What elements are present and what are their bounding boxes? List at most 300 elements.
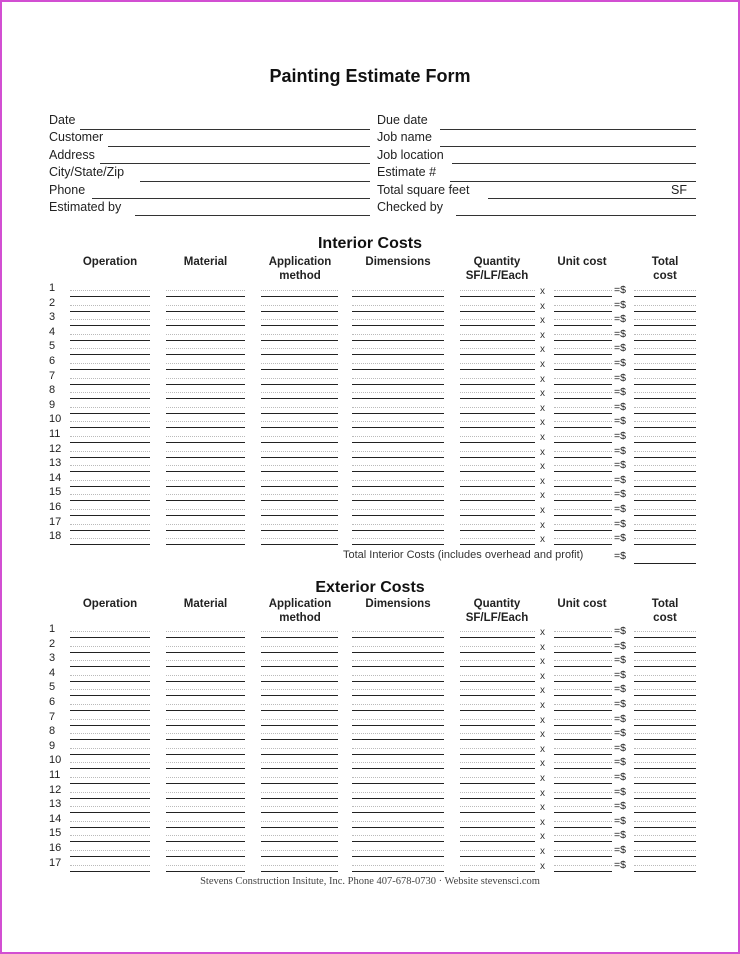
interior-row-quantity-field[interactable] <box>460 340 535 341</box>
interior-row-dimensions-field[interactable] <box>352 340 444 341</box>
interior-row-dimensions-field[interactable] <box>352 500 444 501</box>
interior-row-operation-field[interactable] <box>70 398 150 399</box>
interior-row-operation-field[interactable] <box>70 384 150 385</box>
exterior-row-total-field[interactable] <box>634 798 696 799</box>
address-field[interactable] <box>100 163 370 164</box>
exterior-row-guide <box>70 704 150 705</box>
interior-row-guide <box>166 290 245 291</box>
exterior-row-times: x <box>540 773 545 784</box>
job-location-field[interactable] <box>452 163 696 164</box>
exterior-row-total-field[interactable] <box>634 827 696 828</box>
interior-row-total-field[interactable] <box>634 369 696 370</box>
interior-row-total-field[interactable] <box>634 544 696 545</box>
interior-row-dimensions-field[interactable] <box>352 515 444 516</box>
exterior-row-quantity-field[interactable] <box>460 754 535 755</box>
exterior-row-guide <box>634 748 696 749</box>
interior-row-total-field[interactable] <box>634 486 696 487</box>
exterior-row-unitcost-field[interactable] <box>554 871 612 872</box>
interior-row-operation-field[interactable] <box>70 457 150 458</box>
interior-row-unitcost-field[interactable] <box>554 515 612 516</box>
exterior-row-quantity-field[interactable] <box>460 695 535 696</box>
exterior-row-application-field[interactable] <box>261 871 338 872</box>
interior-row-unitcost-field[interactable] <box>554 325 612 326</box>
exterior-row-dimensions-field[interactable] <box>352 856 444 857</box>
exterior-row-dimensions-field[interactable] <box>352 637 444 638</box>
interior-row-unitcost-field[interactable] <box>554 544 612 545</box>
interior-row-application-field[interactable] <box>261 471 338 472</box>
exterior-row-material-field[interactable] <box>166 783 245 784</box>
exterior-row-quantity-field[interactable] <box>460 798 535 799</box>
exterior-row-operation-field[interactable] <box>70 768 150 769</box>
exterior-row-total-field[interactable] <box>634 871 696 872</box>
interior-row-unitcost-field[interactable] <box>554 500 612 501</box>
exterior-row-quantity-field[interactable] <box>460 666 535 667</box>
interior-row-dimensions-field[interactable] <box>352 442 444 443</box>
exterior-row-unitcost-field[interactable] <box>554 681 612 682</box>
interior-row-guide <box>166 421 245 422</box>
interior-row-quantity-field[interactable] <box>460 442 535 443</box>
interior-row-operation-field[interactable] <box>70 515 150 516</box>
interior-row-total-field[interactable] <box>634 427 696 428</box>
interior-row-operation-field[interactable] <box>70 311 150 312</box>
interior-row-application-field[interactable] <box>261 427 338 428</box>
exterior-row-total-field[interactable] <box>634 725 696 726</box>
exterior-row-operation-field[interactable] <box>70 725 150 726</box>
exterior-row-material-field[interactable] <box>166 681 245 682</box>
exterior-row-material-field[interactable] <box>166 827 245 828</box>
interior-row-application-field[interactable] <box>261 296 338 297</box>
interior-row-unitcost-field[interactable] <box>554 471 612 472</box>
phone-field[interactable] <box>92 198 370 199</box>
exterior-row-number: 4 <box>49 666 56 679</box>
exterior-row-application-field[interactable] <box>261 710 338 711</box>
exterior-row-dimensions-field[interactable] <box>352 827 444 828</box>
interior-row-application-field[interactable] <box>261 340 338 341</box>
interior-row-operation-field[interactable] <box>70 296 150 297</box>
interior-row-dimensions-field[interactable] <box>352 457 444 458</box>
exterior-row-operation-field[interactable] <box>70 666 150 667</box>
interior-row-unitcost-field[interactable] <box>554 442 612 443</box>
exterior-row-unitcost-field[interactable] <box>554 725 612 726</box>
interior-row-quantity-field[interactable] <box>460 296 535 297</box>
exterior-row-guide <box>261 646 338 647</box>
interior-row-guide <box>460 524 535 525</box>
exterior-row-quantity-field[interactable] <box>460 681 535 682</box>
exterior-row-application-field[interactable] <box>261 798 338 799</box>
exterior-row-dimensions-field[interactable] <box>352 768 444 769</box>
interior-row-dimensions-field[interactable] <box>352 544 444 545</box>
interior-row-quantity-field[interactable] <box>460 384 535 385</box>
estimated-by-label: Estimated by <box>49 200 122 214</box>
exterior-row-unitcost-field[interactable] <box>554 812 612 813</box>
exterior-row-operation-field[interactable] <box>70 681 150 682</box>
exterior-row-quantity-field[interactable] <box>460 783 535 784</box>
interior-row-material-field[interactable] <box>166 544 245 545</box>
interior-row-dimensions-field[interactable] <box>352 296 444 297</box>
exterior-row-quantity-field[interactable] <box>460 812 535 813</box>
exterior-row-dimensions-field[interactable] <box>352 841 444 842</box>
interior-row-material-field[interactable] <box>166 398 245 399</box>
exterior-row-total-field[interactable] <box>634 739 696 740</box>
interior-row-material-field[interactable] <box>166 340 245 341</box>
exterior-row-operation-field[interactable] <box>70 841 150 842</box>
exterior-row-total-field[interactable] <box>634 710 696 711</box>
interior-row-total-field[interactable] <box>634 398 696 399</box>
exterior-row-guide <box>460 704 535 705</box>
job-name-field[interactable] <box>440 146 696 147</box>
exterior-row-application-field[interactable] <box>261 827 338 828</box>
exterior-row-quantity-field[interactable] <box>460 827 535 828</box>
interior-row-total-field[interactable] <box>634 515 696 516</box>
interior-row-unitcost-field[interactable] <box>554 296 612 297</box>
interior-row-dimensions-field[interactable] <box>352 369 444 370</box>
exterior-row-material-field[interactable] <box>166 856 245 857</box>
interior-row-operation-field[interactable] <box>70 544 150 545</box>
city-state-zip-field[interactable] <box>140 181 370 182</box>
interior-row-unitcost-field[interactable] <box>554 384 612 385</box>
exterior-row-total-field[interactable] <box>634 841 696 842</box>
exterior-row-unitcost-field[interactable] <box>554 739 612 740</box>
exterior-row-quantity-field[interactable] <box>460 725 535 726</box>
exterior-row-operation-field[interactable] <box>70 739 150 740</box>
date-field[interactable] <box>80 129 370 130</box>
interior-row-material-field[interactable] <box>166 296 245 297</box>
exterior-row-times: x <box>540 729 545 741</box>
interior-row-dimensions-field[interactable] <box>352 354 444 355</box>
exterior-row-dimensions-field[interactable] <box>352 666 444 667</box>
interior-row-total-field[interactable] <box>634 384 696 385</box>
interior-row-guide <box>460 407 535 408</box>
interior-row-dimensions-field[interactable] <box>352 427 444 428</box>
interior-row-material-field[interactable] <box>166 486 245 487</box>
exterior-row-unitcost-field[interactable] <box>554 841 612 842</box>
interior-row-guide <box>634 407 696 408</box>
interior-row-total-field[interactable] <box>634 530 696 531</box>
exterior-row-dimensions-field[interactable] <box>352 754 444 755</box>
exterior-row-application-field[interactable] <box>261 695 338 696</box>
exterior-row-quantity-field[interactable] <box>460 841 535 842</box>
interior-row-quantity-field[interactable] <box>460 486 535 487</box>
exterior-row-application-field[interactable] <box>261 652 338 653</box>
exterior-row-guide <box>554 748 612 749</box>
interior-row-operation-field[interactable] <box>70 413 150 414</box>
interior-row-material-field[interactable] <box>166 457 245 458</box>
exterior-row-guide <box>261 850 338 851</box>
interior-row-material-field[interactable] <box>166 515 245 516</box>
exterior-row-quantity-field[interactable] <box>460 637 535 638</box>
interior-row-quantity-field[interactable] <box>460 544 535 545</box>
interior-row-material-field[interactable] <box>166 384 245 385</box>
exterior-row-total-field[interactable] <box>634 666 696 667</box>
interior-row-operation-field[interactable] <box>70 369 150 370</box>
interior-row-guide <box>554 451 612 452</box>
exterior-row-application-field[interactable] <box>261 783 338 784</box>
exterior-row-material-field[interactable] <box>166 812 245 813</box>
interior-row-operation-field[interactable] <box>70 500 150 501</box>
exterior-row-unitcost-field[interactable] <box>554 856 612 857</box>
interior-row-total-field[interactable] <box>634 471 696 472</box>
exterior-row-total-field[interactable] <box>634 695 696 696</box>
interior-row-unitcost-field[interactable] <box>554 398 612 399</box>
interior-row-quantity-field[interactable] <box>460 515 535 516</box>
exterior-row-guide <box>460 675 535 676</box>
exterior-row-guide <box>460 748 535 749</box>
interior-row-dimensions-field[interactable] <box>352 311 444 312</box>
interior-row-operation-field[interactable] <box>70 325 150 326</box>
interior-row-guide <box>166 334 245 335</box>
interior-row-material-field[interactable] <box>166 325 245 326</box>
total-interior-equals-dollar: =$ <box>614 550 626 562</box>
exterior-row-total-field[interactable] <box>634 652 696 653</box>
interior-row-operation-field[interactable] <box>70 354 150 355</box>
job-location-label: Job location <box>377 148 444 162</box>
interior-row-material-field[interactable] <box>166 369 245 370</box>
interior-row-material-field[interactable] <box>166 442 245 443</box>
exterior-row-guide <box>166 821 245 822</box>
total-interior-field[interactable] <box>634 563 696 564</box>
exterior-row-material-field[interactable] <box>166 871 245 872</box>
interior-row-unitcost-field[interactable] <box>554 340 612 341</box>
interior-row-quantity-field[interactable] <box>460 500 535 501</box>
exterior-row-guide <box>70 777 150 778</box>
exterior-row-unitcost-field[interactable] <box>554 754 612 755</box>
interior-row-application-field[interactable] <box>261 544 338 545</box>
interior-row-operation-field[interactable] <box>70 340 150 341</box>
exterior-row-operation-field[interactable] <box>70 710 150 711</box>
exterior-row-material-field[interactable] <box>166 695 245 696</box>
interior-row-application-field[interactable] <box>261 486 338 487</box>
interior-row-unitcost-field[interactable] <box>554 354 612 355</box>
exterior-row-quantity-field[interactable] <box>460 652 535 653</box>
exterior-row-dimensions-field[interactable] <box>352 783 444 784</box>
exterior-row-operation-field[interactable] <box>70 856 150 857</box>
exterior-row-total-field[interactable] <box>634 637 696 638</box>
exterior-row-operation-field[interactable] <box>70 871 150 872</box>
interior-row-application-field[interactable] <box>261 354 338 355</box>
interior-row-total-field[interactable] <box>634 457 696 458</box>
interior-row-dimensions-field[interactable] <box>352 471 444 472</box>
exterior-row-application-field[interactable] <box>261 768 338 769</box>
exterior-row-operation-field[interactable] <box>70 637 150 638</box>
exterior-row-quantity-field[interactable] <box>460 710 535 711</box>
interior-row-total-field[interactable] <box>634 311 696 312</box>
interior-row-dimensions-field[interactable] <box>352 530 444 531</box>
exterior-row-dimensions-field[interactable] <box>352 681 444 682</box>
interior-row-total-field[interactable] <box>634 354 696 355</box>
interior-row-quantity-field[interactable] <box>460 457 535 458</box>
exterior-row-total-field[interactable] <box>634 783 696 784</box>
interior-row-application-field[interactable] <box>261 311 338 312</box>
exterior-row-quantity-field[interactable] <box>460 768 535 769</box>
interior-row-unitcost-field[interactable] <box>554 427 612 428</box>
exterior-row-guide <box>352 821 444 822</box>
exterior-row-material-field[interactable] <box>166 710 245 711</box>
exterior-row-dimensions-field[interactable] <box>352 739 444 740</box>
exterior-row-number: 6 <box>49 696 56 708</box>
interior-row-application-field[interactable] <box>261 500 338 501</box>
exterior-row-operation-field[interactable] <box>70 652 150 653</box>
interior-row-material-field[interactable] <box>166 530 245 531</box>
interior-row-unitcost-field[interactable] <box>554 486 612 487</box>
interior-row-operation-field[interactable] <box>70 427 150 428</box>
interior-row-application-field[interactable] <box>261 369 338 370</box>
interior-row-quantity-field[interactable] <box>460 427 535 428</box>
interior-row-dimensions-field[interactable] <box>352 413 444 414</box>
date-label: Date <box>49 113 76 127</box>
interior-row-quantity-field[interactable] <box>460 413 535 414</box>
exterior-row-dimensions-field[interactable] <box>352 812 444 813</box>
interior-row-unitcost-field[interactable] <box>554 413 612 414</box>
interior-row-guide <box>634 451 696 452</box>
exterior-row-operation-field[interactable] <box>70 812 150 813</box>
exterior-row-material-field[interactable] <box>166 637 245 638</box>
due-date-field[interactable] <box>440 129 696 130</box>
interior-row-material-field[interactable] <box>166 311 245 312</box>
exterior-row-dimensions-field[interactable] <box>352 798 444 799</box>
total-square-feet-field[interactable] <box>488 198 664 199</box>
exterior-row-unitcost-field[interactable] <box>554 652 612 653</box>
exterior-row-application-field[interactable] <box>261 637 338 638</box>
interior-row-dimensions-field[interactable] <box>352 398 444 399</box>
interior-row-quantity-field[interactable] <box>460 530 535 531</box>
interior-row-material-field[interactable] <box>166 413 245 414</box>
exterior-row-guide <box>261 806 338 807</box>
exterior-row-application-field[interactable] <box>261 754 338 755</box>
interior-row-application-field[interactable] <box>261 325 338 326</box>
interior-row-quantity-field[interactable] <box>460 325 535 326</box>
exterior-row-material-field[interactable] <box>166 798 245 799</box>
interior-row-total-field[interactable] <box>634 442 696 443</box>
interior-row-operation-field[interactable] <box>70 486 150 487</box>
exterior-row-application-field[interactable] <box>261 739 338 740</box>
interior-row-operation-field[interactable] <box>70 471 150 472</box>
exterior-row-guide <box>634 777 696 778</box>
exterior-row-dimensions-field[interactable] <box>352 652 444 653</box>
interior-row-number: 17 <box>49 515 62 528</box>
interior-row-operation-field[interactable] <box>70 530 150 531</box>
exterior-row-guide <box>460 689 535 690</box>
exterior-row-total-field[interactable] <box>634 812 696 813</box>
interior-row-quantity-field[interactable] <box>460 398 535 399</box>
interior-row-total-field[interactable] <box>634 325 696 326</box>
exterior-row-operation-field[interactable] <box>70 798 150 799</box>
exterior-row-material-field[interactable] <box>166 841 245 842</box>
exterior-row-operation-field[interactable] <box>70 827 150 828</box>
interior-row-material-field[interactable] <box>166 427 245 428</box>
exterior-row-quantity-field[interactable] <box>460 871 535 872</box>
exterior-row-material-field[interactable] <box>166 652 245 653</box>
interior-row-dimensions-field[interactable] <box>352 384 444 385</box>
exterior-row-unitcost-field[interactable] <box>554 710 612 711</box>
exterior-row-guide <box>352 762 444 763</box>
exterior-row-application-field[interactable] <box>261 856 338 857</box>
interior-row-dimensions-field[interactable] <box>352 325 444 326</box>
exterior-row-dimensions-field[interactable] <box>352 695 444 696</box>
interior-row-application-field[interactable] <box>261 384 338 385</box>
exterior-row-material-field[interactable] <box>166 725 245 726</box>
interior-row-operation-field[interactable] <box>70 442 150 443</box>
exterior-row-unitcost-field[interactable] <box>554 798 612 799</box>
exterior-row-dimensions-field[interactable] <box>352 871 444 872</box>
exterior-row-total-field[interactable] <box>634 768 696 769</box>
interior-row-quantity-field[interactable] <box>460 311 535 312</box>
interior-row-material-field[interactable] <box>166 354 245 355</box>
exterior-row-unitcost-field[interactable] <box>554 637 612 638</box>
exterior-row-operation-field[interactable] <box>70 783 150 784</box>
exterior-row-material-field[interactable] <box>166 666 245 667</box>
interior-row-total-field[interactable] <box>634 413 696 414</box>
interior-row-unitcost-field[interactable] <box>554 530 612 531</box>
exterior-row-material-field[interactable] <box>166 768 245 769</box>
exterior-row-application-field[interactable] <box>261 841 338 842</box>
exterior-row-operation-field[interactable] <box>70 695 150 696</box>
customer-field[interactable] <box>108 146 370 147</box>
exterior-row-application-field[interactable] <box>261 812 338 813</box>
estimated-by-field[interactable] <box>135 215 370 216</box>
exterior-row-unitcost-field[interactable] <box>554 666 612 667</box>
interior-row-quantity-field[interactable] <box>460 369 535 370</box>
interior-row-quantity-field[interactable] <box>460 354 535 355</box>
interior-row-guide <box>70 509 150 510</box>
interior-row-application-field[interactable] <box>261 398 338 399</box>
exterior-row-total-field[interactable] <box>634 856 696 857</box>
interior-row-guide <box>460 348 535 349</box>
interior-row-guide <box>261 305 338 306</box>
interior-row-total-field[interactable] <box>634 500 696 501</box>
exterior-row-total-field[interactable] <box>634 754 696 755</box>
exterior-row-dimensions-field[interactable] <box>352 725 444 726</box>
interior-row-guide <box>634 392 696 393</box>
exterior-row-quantity-field[interactable] <box>460 856 535 857</box>
exterior-row-total-field[interactable] <box>634 681 696 682</box>
exterior-row-unitcost-field[interactable] <box>554 768 612 769</box>
exterior-row-guide <box>460 733 535 734</box>
exterior-row-guide <box>70 660 150 661</box>
estimate-number-field[interactable] <box>450 181 696 182</box>
exterior-row-material-field[interactable] <box>166 754 245 755</box>
interior-row-application-field[interactable] <box>261 442 338 443</box>
interior-row-unitcost-field[interactable] <box>554 311 612 312</box>
exterior-row-guide <box>70 762 150 763</box>
interior-row-total-field[interactable] <box>634 296 696 297</box>
exterior-row-application-field[interactable] <box>261 725 338 726</box>
interior-row-times: x <box>540 534 545 546</box>
interior-row-total-field[interactable] <box>634 340 696 341</box>
interior-row-application-field[interactable] <box>261 515 338 516</box>
checked-by-field[interactable] <box>456 215 696 216</box>
interior-row-material-field[interactable] <box>166 500 245 501</box>
interior-row-unitcost-field[interactable] <box>554 369 612 370</box>
exterior-row-unitcost-field[interactable] <box>554 695 612 696</box>
interior-row-application-field[interactable] <box>261 413 338 414</box>
exterior-row-unitcost-field[interactable] <box>554 783 612 784</box>
interior-row-unitcost-field[interactable] <box>554 457 612 458</box>
exterior-row-quantity-field[interactable] <box>460 739 535 740</box>
exterior-row-dimensions-field[interactable] <box>352 710 444 711</box>
interior-row-guide <box>261 436 338 437</box>
interior-row-material-field[interactable] <box>166 471 245 472</box>
interior-row-quantity-field[interactable] <box>460 471 535 472</box>
interior-row-dimensions-field[interactable] <box>352 486 444 487</box>
exterior-row-operation-field[interactable] <box>70 754 150 755</box>
interior-row-application-field[interactable] <box>261 457 338 458</box>
exterior-row-application-field[interactable] <box>261 681 338 682</box>
exterior-row-application-field[interactable] <box>261 666 338 667</box>
exterior-row-material-field[interactable] <box>166 739 245 740</box>
interior-row-application-field[interactable] <box>261 530 338 531</box>
exterior-row-unitcost-field[interactable] <box>554 827 612 828</box>
interior-row-times: x <box>540 461 545 473</box>
